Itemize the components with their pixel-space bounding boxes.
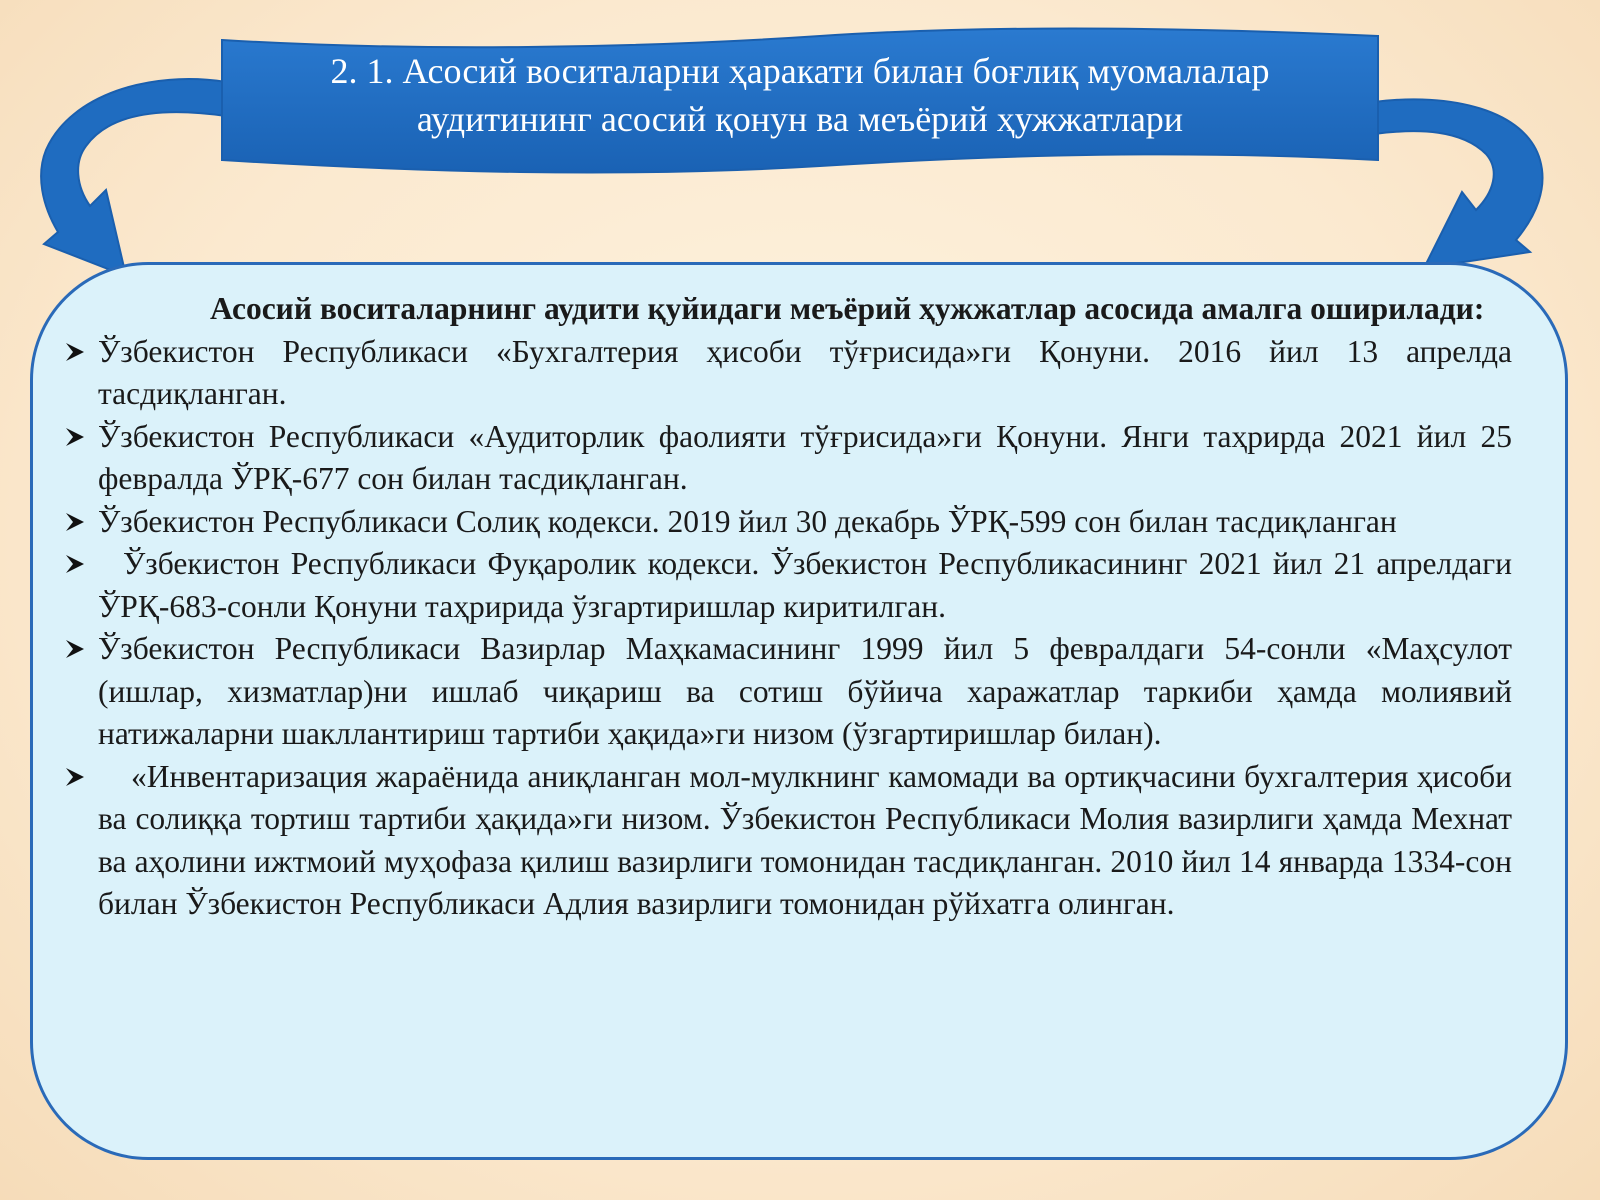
list-item xyxy=(60,628,1512,756)
list-item-text: Ўзбекистон Республикаси «Бухгалтерия ҳисоби тўғрисида»ги Қонуни. 2016 йил 13 апрелда тасдиқланган. xyxy=(98,333,1512,411)
list-item xyxy=(60,331,1512,416)
arrowhead-bullet-icon xyxy=(64,543,86,585)
curved-arrow-left-icon xyxy=(41,79,226,276)
list-item-text: Ўзбекистон Республикаси Солиқ кодекси. 2019 йил 30 декабрь ЎРҚ-599 сон билан тасдиқланган xyxy=(98,503,1397,539)
slide-title: 2. 1. Асосий воситаларни ҳаракати билан боғлиқ муомалалар аудитининг асосий қонун ва меъёрий ҳужжатлари xyxy=(330,51,1270,139)
arrowhead-bullet-icon xyxy=(64,331,86,373)
curved-arrow-right-icon xyxy=(1374,99,1543,268)
list-item-text: Ўзбекистон Республикаси «Аудиторлик фаолияти тўғрисида»ги Қонуни. Янги таҳрирда 2021 йил 25 февралда ЎРҚ-677 сон билан тасдиқланган. xyxy=(98,418,1512,496)
list-item-text: Ўзбекистон Республикаси Фуқаролик кодекси. Ўзбекистон Республикасининг 2021 йил 21 апрелдаги ЎРҚ-683-сонли Қонуни таҳририда ўзгартиришлар киритилган. xyxy=(98,546,1512,624)
arrowhead-bullet-icon xyxy=(64,416,86,458)
arrowhead-bullet-icon xyxy=(64,756,86,798)
list-item xyxy=(60,756,1512,926)
list-item xyxy=(60,416,1512,501)
list-item xyxy=(60,543,1512,628)
document-list xyxy=(60,331,1512,926)
content-area xyxy=(60,288,1512,926)
list-item-text: Ўзбекистон Республикаси Вазирлар Маҳкамасининг 1999 йил 5 февралдаги 54-сонли «Маҳсулот (ишлар, хизматлар)ни ишлаб чиқариш ва сотиш бўйича харажатлар таркиби ҳамда молиявий натижаларни шакллантириш тартиби ҳақида»ги низом (ўзгартиришлар билан). xyxy=(98,631,1512,751)
arrowhead-bullet-icon xyxy=(64,628,86,670)
list-item-text: «Инвентаризация жараёнида аниқланган мол-мулкнинг камомади ва ортиқчасини бухгалтерия ҳисоби ва солиққа тортиш тартиби ҳақида»ги низом. Ўзбекистон Республикаси Молия вазирлиги ҳамда Мехнат ва аҳолини ижтмоий муҳофаза қилиш вазирлиги томонидан тасдиқланган. 2010 йил 14 январда 1334-сон билан Ўзбекистон Республикаси Адлия вазирлиги томонидан рўйхатга олинган. xyxy=(98,758,1512,921)
title-banner xyxy=(222,34,1378,162)
intro-text: Асосий воситаларнинг аудити қуйидаги меъёрий ҳужжатлар асосида амалга оширилади: xyxy=(210,291,1485,326)
list-item xyxy=(60,501,1512,544)
arrowhead-bullet-icon xyxy=(64,501,86,543)
